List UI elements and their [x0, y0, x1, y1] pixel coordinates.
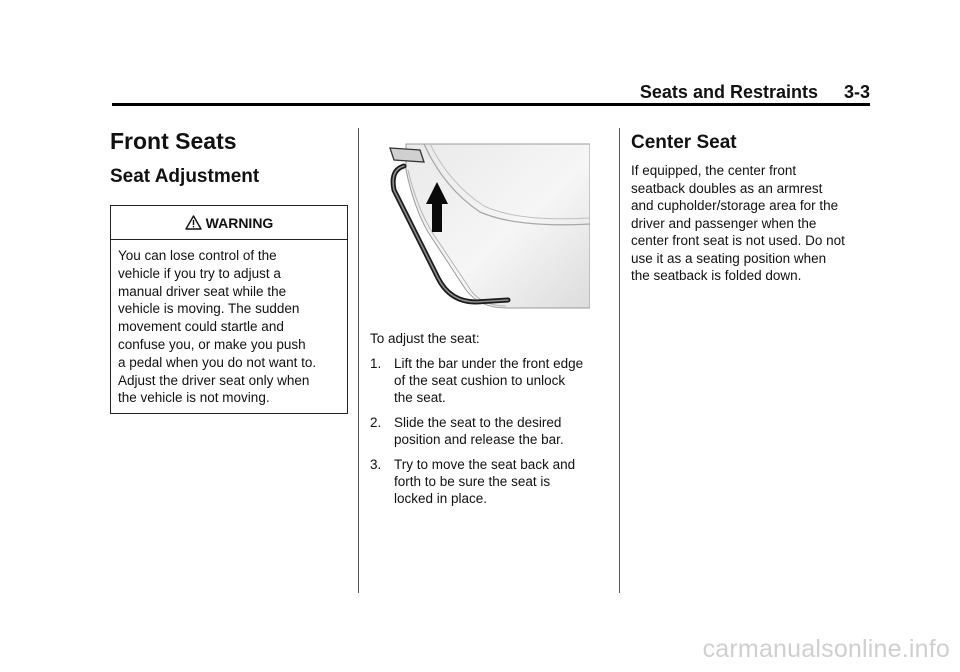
- step-text: Lift the bar under the front edge of the seat cushion to unlock the seat.: [394, 356, 584, 405]
- step-text: Try to move the seat back and forth to be sure the seat is locked in place.: [394, 457, 576, 506]
- running-header: [640, 82, 870, 103]
- warning-header: [111, 206, 347, 240]
- column-divider: [358, 128, 359, 593]
- step-number: 1.: [370, 356, 382, 371]
- watermark: carmanualsonline.info: [702, 635, 950, 663]
- adjustment-steps: [370, 355, 610, 507]
- section-title: Seats and Restraints: [639, 82, 818, 102]
- column-middle: [370, 140, 610, 515]
- step-text: Slide the seat to the desired position and release the bar.: [394, 415, 564, 447]
- list-item: [370, 456, 610, 507]
- page-header: [112, 76, 870, 106]
- warning-triangle-icon: [185, 215, 202, 230]
- seat-adjust-bar-illustration: [384, 140, 590, 316]
- section-heading: Front Seats: [110, 128, 237, 154]
- warning-text: You can lose control of the vehicle if you try to adjust a manual driver seat while the vehicle is moving. The sudden movement could startle and confuse you, or make you push a pedal when you do not want to. Adjust the driver seat only when the vehicle is not moving.: [118, 248, 317, 406]
- column-left: [110, 128, 348, 414]
- step-number: 3.: [370, 457, 382, 472]
- step-number: 2.: [370, 415, 382, 430]
- center-seat-paragraph: If equipped, the center front seatback doubles as an armrest and cupholder/storage area for the driver and passenger when the center front seat is not used. Do not use it as a seating position when the seatback is folded down.: [631, 163, 845, 283]
- subsection-heading: Center Seat: [631, 132, 737, 153]
- warning-box: [110, 205, 348, 414]
- list-item: [370, 414, 610, 448]
- header-rule: [112, 103, 870, 106]
- list-item: [370, 355, 610, 406]
- warning-label: WARNING: [205, 214, 274, 231]
- page-number: 3-3: [843, 82, 870, 102]
- column-right: [631, 128, 871, 285]
- subsection-heading: Seat Adjustment: [110, 166, 260, 187]
- instructions-intro: To adjust the seat:: [370, 331, 480, 346]
- column-divider: [619, 128, 620, 593]
